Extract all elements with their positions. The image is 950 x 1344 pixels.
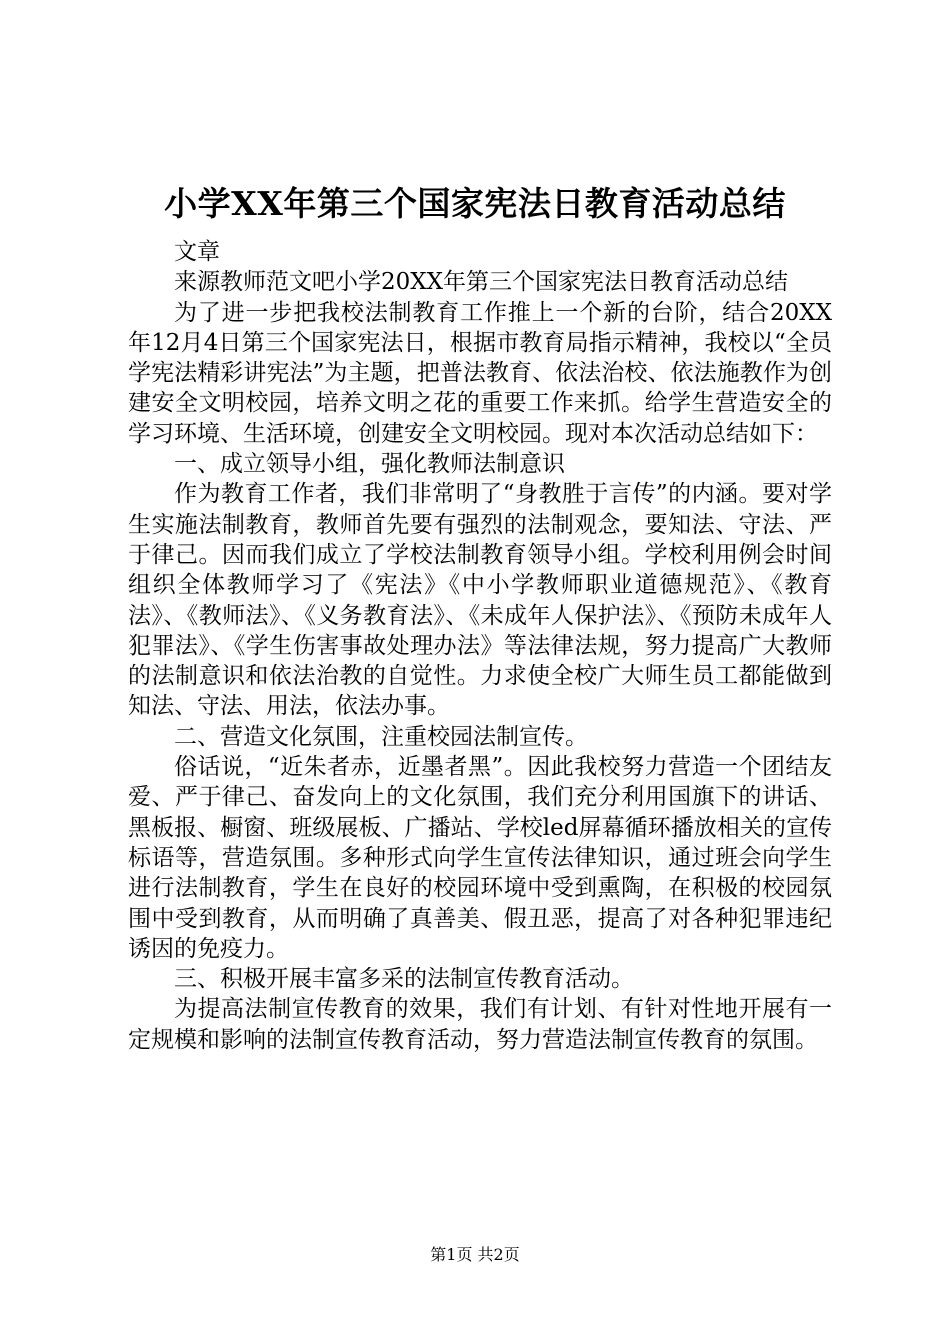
paragraph-label: 文章 xyxy=(174,239,220,265)
section-heading-3: 三、积极开展丰富多采的法制宣传教育活动。 xyxy=(174,966,634,993)
document-title: 小学XX年第三个国家宪法日教育活动总结 xyxy=(164,184,786,223)
paragraph-intro: 为了进一步把我校法制教育工作推上一个新的台阶，结合20XX年12月4日第三个国家宪法日，根据市教育局指示精神，我校以“全员学宪法精彩讲宪法”为主题，把普法教育、依法治校、依法施教作为创建安全文明校园，培养文明之花的重要工作来抓。给学生营造安全的学习环境、生活环境，创建安全文明校园。现对本次活动总结如下： xyxy=(128,299,832,447)
page-number: 第1页 共2页 xyxy=(430,1245,520,1264)
paragraph-source: 来源教师范文吧小学20XX年第三个国家宪法日教育活动总结 xyxy=(174,269,789,296)
section-heading-2: 二、营造文化氛围，注重校园法制宣传。 xyxy=(174,723,588,750)
paragraph-section-1: 作为教育工作者，我们非常明了“身教胜于言传”的内涵。要对学生实施法制教育，教师首先要有强烈的法制观念，要知法、守法、严于律己。因而我们成立了学校法制教育领导小组。学校利用例会时间组织全体教师学习了《宪法》《中小学教师职业道德规范》、《教育法》、《教师法》、《义务教育法》、《未成年人保护法》、《预防未成年人犯罪法》、《学生伤害事故处理办法》等法律法规，努力提高广大教师的法制意识和依法治教的自觉性。力求使全校广大师生员工都能做到知法、守法、用法，依法办事。 xyxy=(128,481,832,720)
document-body xyxy=(128,237,832,1055)
section-heading-1: 一、成立领导小组，强化教师法制意识 xyxy=(174,451,565,478)
paragraph-section-2: 俗话说，“近朱者赤，近墨者黑”。因此我校努力营造一个团结友爱、严于律己、奋发向上的文化氛围，我们充分利用国旗下的讲话、黑板报、橱窗、班级展板、广播站、学校led屏幕循环播放相关的宣传标语等，营造氛围。多种形式向学生宣传法律知识，通过班会向学生进行法制教育，学生在良好的校园环境中受到熏陶，在积极的校园氛围中受到教育，从而明确了真善美、假丑恶，提高了对各种犯罪违纪诱因的免疫力。 xyxy=(128,754,832,962)
paragraph-section-3: 为提高法制宣传教育的效果，我们有计划、有针对性地开展有一定规模和影响的法制宣传教育活动，努力营造法制宣传教育的氛围。 xyxy=(128,996,832,1053)
